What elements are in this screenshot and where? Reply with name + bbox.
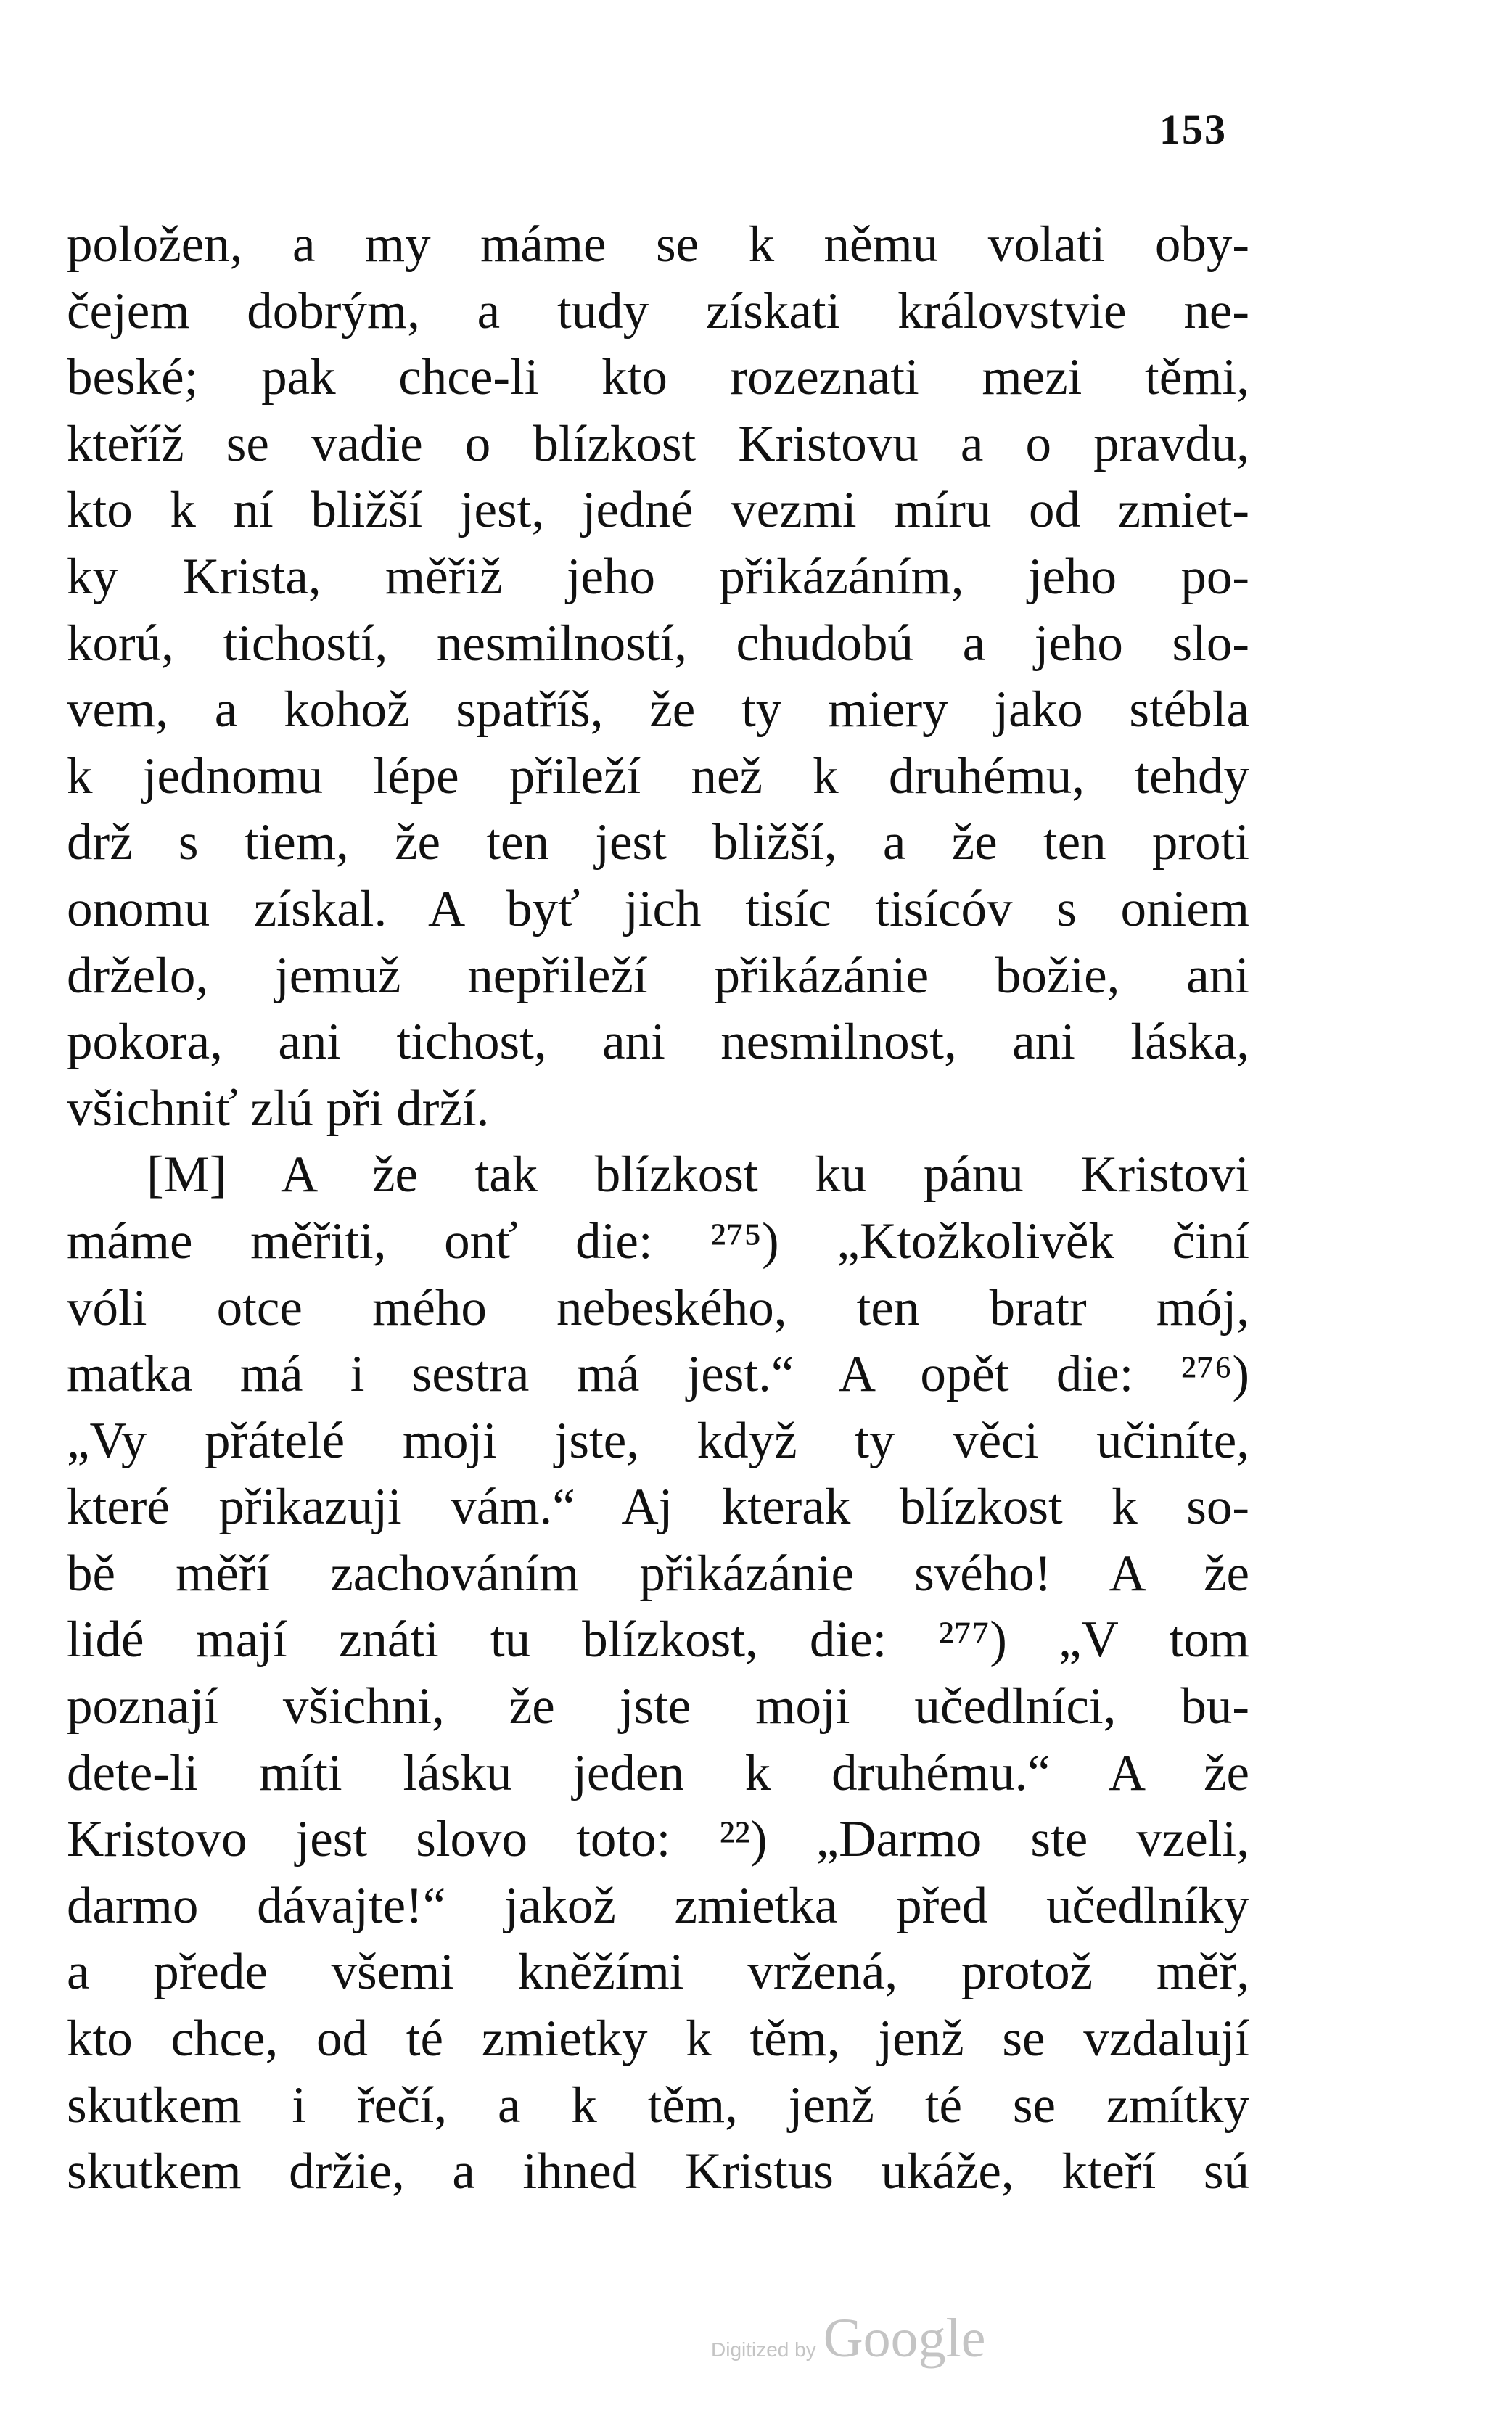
text-line: kto chce, od té zmietky k těm, jenž se vzdalují [67,2010,1249,2068]
page-number: 153 [1159,106,1227,153]
text-line: které přikazuji vám.“ Aj kterak blízkost k so- [67,1479,1249,1536]
text-line: vóli otce mého nebeského, ten bratr mój, [67,1279,1249,1336]
text-line: darmo dávajte!“ jakož zmietka před učedlníky [67,1877,1249,1934]
text-line: lidé mají znáti tu blízkost, die: ²⁷⁷) „V tom [67,1611,1249,1669]
text-line: bě měří zachováním přikázánie svého! A že [67,1545,1249,1602]
text-line: Kristovo jest slovo toto: ²²) „Darmo ste vzeli, [67,1811,1249,1868]
text-line: onomu získal. A byť jich tisíc tisícóv s oniem [67,880,1249,937]
text-line: drželo, jemuž nepřileží přikázánie božie, ani [67,947,1249,1004]
text-line: poznají všichni, že jste moji učedlníci, bu- [67,1678,1249,1735]
text-line: skutkem držie, a ihned Kristus ukáže, kteří sú [67,2143,1249,2200]
text-line: „Vy přátelé moji jste, když ty věci učiníte, [67,1412,1249,1469]
text-line: beské; pak chce-li kto rozeznati mezi těmi, [67,349,1249,406]
text-line: k jednomu lépe přileží než k druhému, tehdy [67,747,1249,805]
text-line: korú, tichostí, nesmilností, chudobú a jeho slo- [67,615,1249,672]
text-line: drž s tiem, že ten jest bližší, a že ten proti [67,814,1249,871]
text-line: a přede všemi kněžími vržená, protož měř, [67,1944,1249,2001]
text-line: skutkem i řečí, a k těm, jenž té se zmítky [67,2076,1249,2134]
text-line: pokora, ani tichost, ani nesmilnost, ani láska, [67,1014,1249,1071]
digitized-watermark [711,2307,985,2370]
text-line: čejem dobrým, a tudy získati královstvie ne- [67,282,1249,340]
text-line: dete-li míti lásku jeden k druhému.“ A že [67,1744,1249,1801]
text-line: vem, a kohož spatříš, že ty miery jako stébla [67,681,1249,739]
text-line: [M] A že tak blízkost ku pánu Kristovi [147,1146,1249,1204]
text-line: matka má i sestra má jest.“ A opět die: ²⁷⁶) [67,1346,1249,1403]
watermark-prefix: Digitized by [711,2338,816,2361]
text-line: ky Krista, měřiž jeho přikázáním, jeho po- [67,548,1249,605]
text-line: položen, a my máme se k němu volati oby- [67,216,1249,273]
body-text [67,212,1249,2206]
text-line: kteříž se vadie o blízkost Kristovu a o pravdu, [67,415,1249,472]
text-line: máme měřiti, onť die: ²⁷⁵) „Ktožkolivěk činí [67,1212,1249,1270]
watermark-brand: Google [823,2308,986,2369]
text-line: kto k ní bližší jest, jedné vezmi míru od zmiet- [67,482,1249,539]
text-line: všichniť zlú při drží. [67,1080,490,1137]
